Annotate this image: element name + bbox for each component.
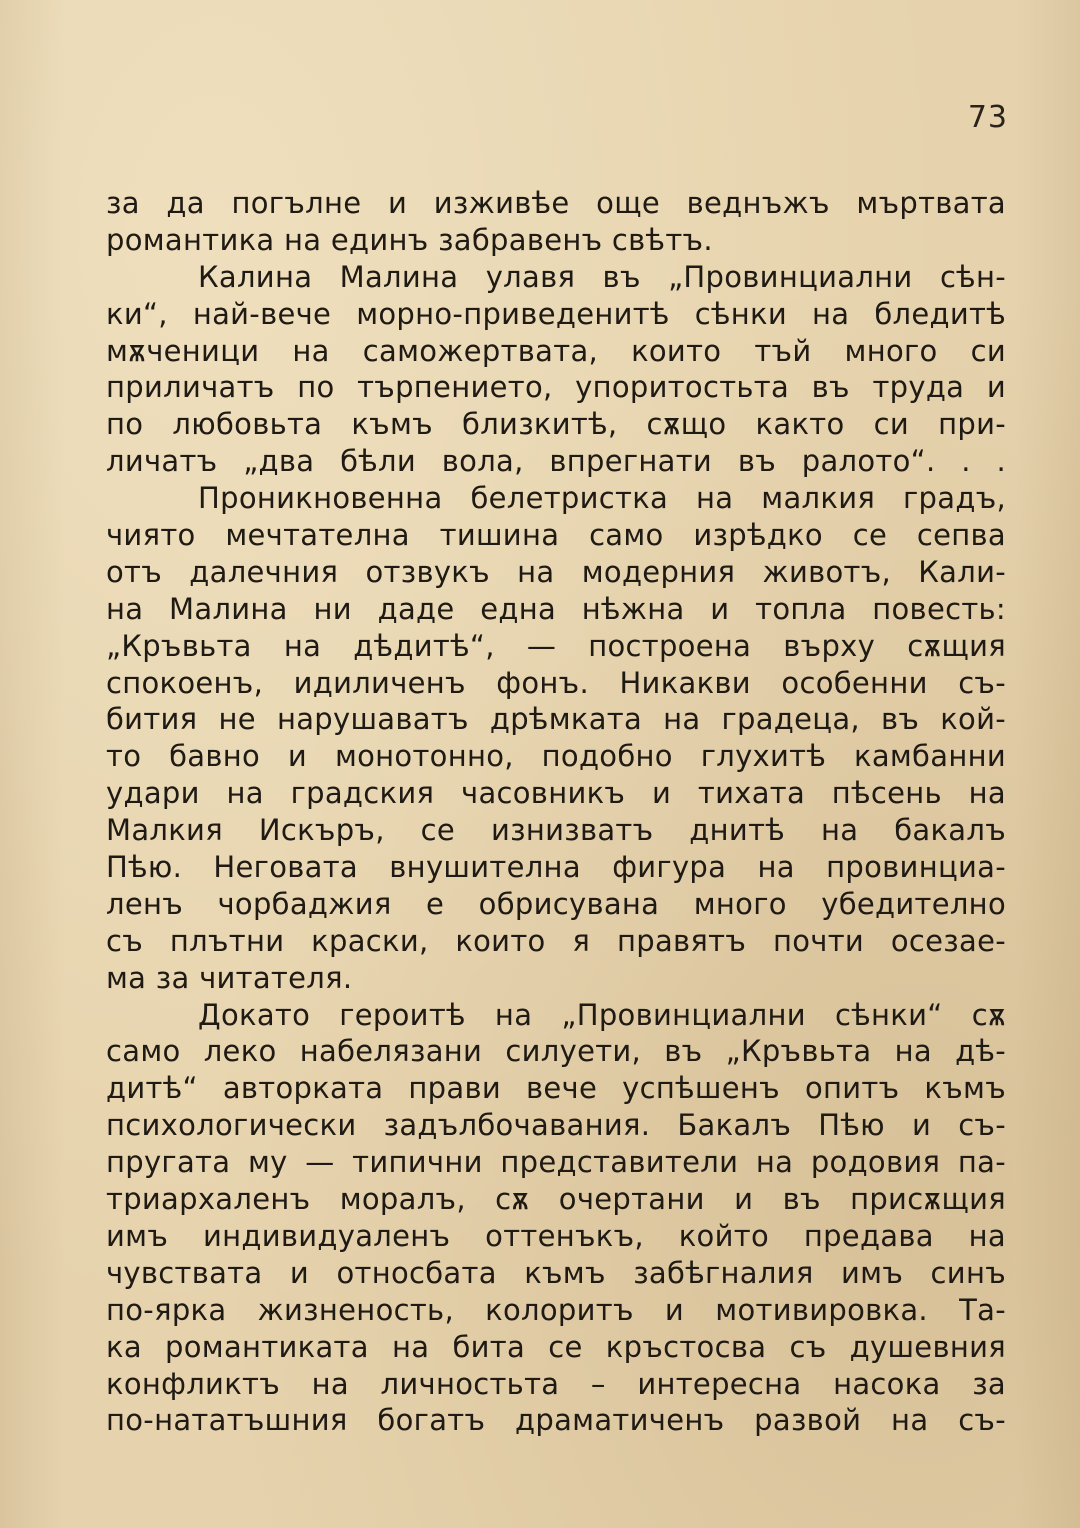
text-line: ленъ чорбаджия е обрисувана много убедително [106,886,1006,921]
text-line: дитѣ“ авторката прави вече успѣшенъ опитъ къмъ [106,1071,1006,1106]
text-line: по-ярка жизненость, колоритъ и мотивировка. Та- [106,1292,1006,1327]
text-line: Докато героитѣ на „Провинциални сѣнки“ сѫ [198,997,1006,1032]
text-line: спокоенъ, идиличенъ фонъ. Никакви особенни съ- [106,665,1006,700]
text-line: на Малина ни даде една нѣжна и топла повесть: [106,591,1006,626]
text-line: романтика на единъ забравенъ свѣтъ. [106,222,713,257]
text-line: триархаленъ моралъ, сѫ очертани и въ присѫщия [106,1182,1006,1217]
text-line: Проникновенна белетристка на малкия градъ, [198,481,1006,516]
text-line: мѫченици на саможертвата, които тъй много си [106,333,1006,368]
text-line: Малкия Искъръ, се изнизватъ днитѣ на бакалъ [106,813,1006,848]
text-line: чувствата и относбата къмъ забѣгналия имъ синъ [106,1255,1006,1290]
text-line: отъ далечния отзвукъ на модерния животъ, Кали- [106,554,1006,589]
text-line: по любовьта къмъ близкитѣ, сѫщо както си при- [106,407,1006,442]
text-line: ка романтиката на бита се кръстосва съ душевния [106,1329,1006,1364]
text-line: конфликтъ на личностьта – интересна насока за [106,1366,1006,1401]
text-line: ма за читателя. [106,960,353,995]
text-line: пругата му — типични представители на родовия па- [106,1145,1006,1180]
text-line: за да погълне и изживѣе още веднъжъ мъртвата [106,186,1006,220]
body-text [106,185,1006,1439]
text-line: ки“, най-вече морно-приведенитѣ сѣнки на бледитѣ [106,296,1006,331]
text-line: имъ индивидуаленъ оттенъкъ, който предава на [106,1218,1006,1253]
text-line: „Кръвьта на дѣдитѣ“, — построена върху сѫщия [106,628,1006,663]
text-line: по-нататъшния богатъ драматиченъ развой на съ- [106,1403,1006,1438]
text-line: личатъ „два бѣли вола, впрегнати въ ралото“. . . [106,444,1006,479]
text-line: съ плътни краски, които я правятъ почти осезае- [106,923,1006,958]
text-line: Калина Малина улавя въ „Провинциални сѣн- [198,259,1006,294]
page-number: 73 [967,100,1008,135]
text-line: чиято мечтателна тишина само изрѣдко се сепва [106,518,1006,553]
text-line: бития не нарушаватъ дрѣмката на градеца, въ кой- [106,702,1006,737]
text-line: удари на градския часовникъ и тихата пѣсень на [106,776,1006,811]
text-line: то бавно и монотонно, подобно глухитѣ камбанни [106,739,1006,774]
text-line: психологически задълбочавания. Бакалъ Пѣю и съ- [106,1108,1006,1143]
text-line: Пѣю. Неговата внушителна фигура на провинциа- [106,850,1006,885]
text-line: приличатъ по търпението, упоритостьта въ труда и [106,370,1006,405]
text-line: само леко набелязани силуети, въ „Кръвьта на дѣ- [106,1034,1006,1069]
